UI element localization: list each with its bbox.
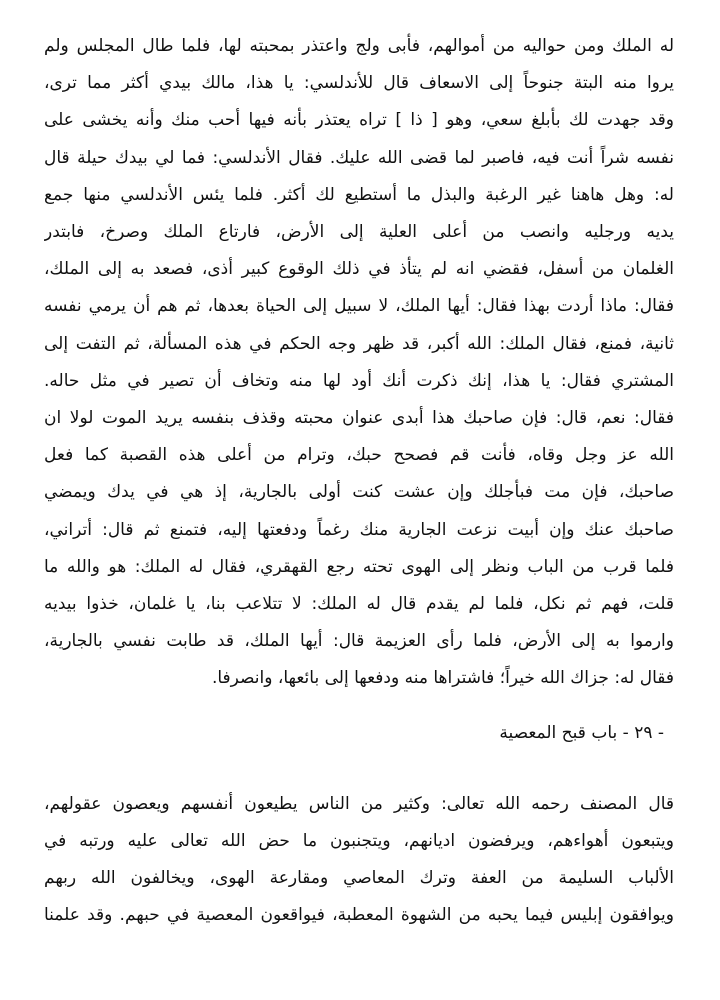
text-line: صاحبك عنك وإن أبيت نزعت الجارية منك رغماً ودفعتها إليه، فتمنع ثم قال: أتراني، [44,519,674,540]
body-paragraph-2 [44,786,674,935]
text-line: فلما قرب من الباب ونظر إلى الهوى تحته رجع القهقري، فقال له الملك: هو والله ما [44,556,674,577]
text-line: قال المصنف رحمه الله تعالى: وكثير من الناس يطيعون أنفسهم ويعصون عقولهم، [44,793,674,814]
text-line: فقال: نعم، قال: فإن صاحبك هذا أبدى عنوان محبته وقذف بنفسه يريد الموت لولا ان [44,408,674,429]
text-line: نفسه شراً أنت فيه، فاصبر لما قضى الله عليك. فقال الأندلسي: فما لي بيدك حيلة قال [44,147,674,168]
text-line: ويتبعون أهواءهم، ويرفضون اديانهم، ويتجنبون ما حض الله تعالى عليه ورتبه في [44,830,674,851]
text-line: الله عز وجل وقاه، فأنت قم فصحح حبك، وترام من أعلى هذه القصبة كما فعل [44,445,674,466]
text-line: وقد جهدت لك بأبلغ سعي، وهو [ ذا ] تراه يعتذر بأنه فيها أحب منك وأنه يخشى على [44,110,674,131]
text-line: له: وهل هاهنا غير الرغبة والبذل ما أستطيع لك أكثر. فلما يئس الأندلسي منها جمع [44,184,674,205]
text-line: قلت، فهم ثم نكل، فلما لم يقدم قال له الملك: لا تتلاعب بنا، يا غلمان، خذوا بيديه [44,594,674,615]
text-line: له الملك ومن حواليه من أموالهم، فأبى ولج واعتذر بمحبته لها، فلما طال المجلس ولم [44,36,674,56]
text-line: يروا منه البتة جنوحاً إلى الاسعاف قال للأندلسي: يا هذا، مالك بيدي أكثر مما ترى، [44,73,674,94]
body-paragraph-1 [44,28,674,698]
text-line: صاحبك، فإن مت فبأجلك وإن عشت كنت أولى بالجارية، إذ هي في يدك ويمضي [44,482,674,503]
text-line: فقال: ماذا أردت بهذا فقال: أيها الملك، لا سبيل إلى الحياة بعدها، ثم هم أن يرمي نفسه [44,296,674,317]
text-line: المشتري فقال: يا هذا، إنك ذكرت أنك أود لها منه وتخاف أن تصير في مثل حاله. [44,370,674,391]
text-line: ويوافقون إبليس فيما يحبه من الشهوة المعطبة، فيواقعون المعصية في حبهم. وقد علمنا [44,905,674,926]
text-line: ثانية، فمنع، فقال الملك: الله أكبر، قد ظهر وجه الحكم في هذه المسألة، ثم التفت إلى [44,333,674,354]
text-line: يديه ورجليه وانصب من أعلى العلية إلى الأرض، فارتاع الملك وصرخ، فابتدر [44,222,674,243]
text-line: وارموا به إلى الأرض، فلما رأى العزيمة قال: أيها الملك، قد طابت نفسي بالجارية، [44,631,674,652]
chapter-heading: - ٢٩ - باب قبح المعصية [499,722,664,743]
text-line: الغلمان من أسفل، فقضي انه لم يتأذ في ذلك الوقوع كبير أذى، فصعد به إلى الملك، [44,259,674,280]
text-line: الألباب السليمة من العفة وترك المعاصي ومقارعة الهوى، ويخالفون الله ربهم [44,868,674,889]
text-line: فقال له: جزاك الله خيراً؛ فاشتراها منه ودفعها إلى بائعها، وانصرفا. [211,668,674,689]
